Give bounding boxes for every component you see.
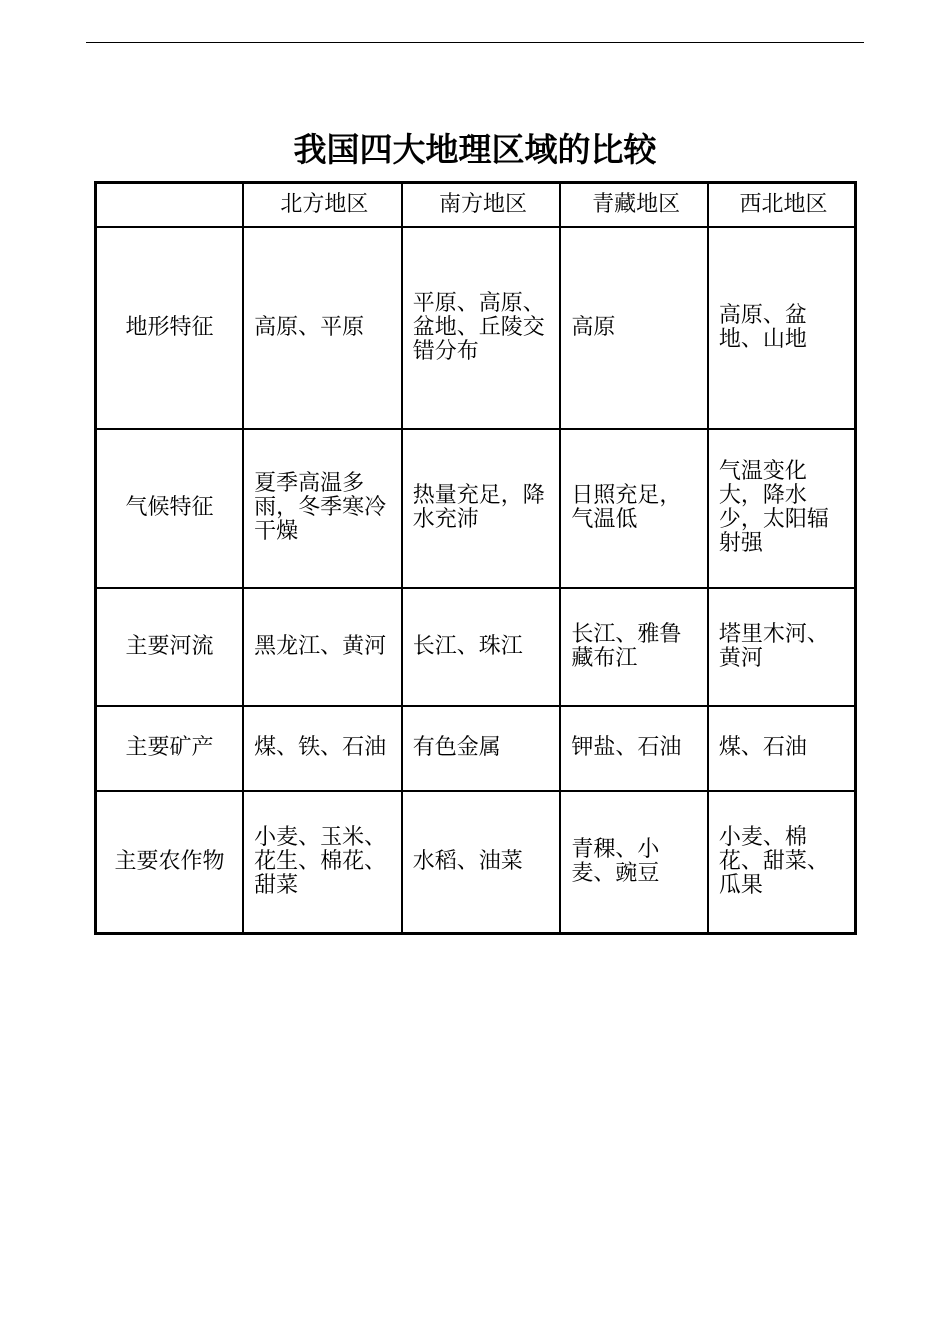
table-cell: 高原、盆地、山地 [708, 227, 856, 429]
table-cell: 夏季高温多雨，冬季寒冷干燥 [243, 429, 402, 588]
row-label-crops: 主要农作物 [96, 791, 244, 934]
table-cell: 塔里木河、黄河 [708, 588, 856, 706]
table-corner-cell [96, 183, 244, 227]
table-cell: 气温变化大，降水少，太阳辐射强 [708, 429, 856, 588]
row-label-minerals: 主要矿产 [96, 706, 244, 791]
table-cell: 青稞、小麦、豌豆 [560, 791, 708, 934]
table-row-terrain [96, 227, 856, 429]
table-cell: 有色金属 [402, 706, 561, 791]
table-cell: 日照充足，气温低 [560, 429, 708, 588]
table-cell: 平原、高原、盆地、丘陵交错分布 [402, 227, 561, 429]
page-title: 我国四大地理区域的比较 [293, 130, 657, 169]
table-cell: 钾盐、石油 [560, 706, 708, 791]
comparison-table [94, 181, 857, 935]
row-label-terrain: 地形特征 [96, 227, 244, 429]
column-header-qingzang: 青藏地区 [560, 183, 708, 227]
column-header-south: 南方地区 [402, 183, 561, 227]
row-label-climate: 气候特征 [96, 429, 244, 588]
table-cell: 煤、石油 [708, 706, 856, 791]
table-cell: 煤、铁、石油 [243, 706, 402, 791]
table-cell: 高原、平原 [243, 227, 402, 429]
table-header-row [96, 183, 856, 227]
table-cell: 长江、珠江 [402, 588, 561, 706]
row-label-rivers: 主要河流 [96, 588, 244, 706]
table-cell: 长江、雅鲁藏布江 [560, 588, 708, 706]
table-row-minerals [96, 706, 856, 791]
column-header-northwest: 西北地区 [708, 183, 856, 227]
table-cell: 水稻、油菜 [402, 791, 561, 934]
table-cell: 小麦、玉米、花生、棉花、甜菜 [243, 791, 402, 934]
table-row-climate [96, 429, 856, 588]
table-row-crops [96, 791, 856, 934]
column-header-north: 北方地区 [243, 183, 402, 227]
table-cell: 小麦、棉花、甜菜、瓜果 [708, 791, 856, 934]
table-row-rivers [96, 588, 856, 706]
table-cell: 黑龙江、黄河 [243, 588, 402, 706]
header-rule [86, 42, 864, 43]
table-cell: 热量充足，降水充沛 [402, 429, 561, 588]
table-cell: 高原 [560, 227, 708, 429]
